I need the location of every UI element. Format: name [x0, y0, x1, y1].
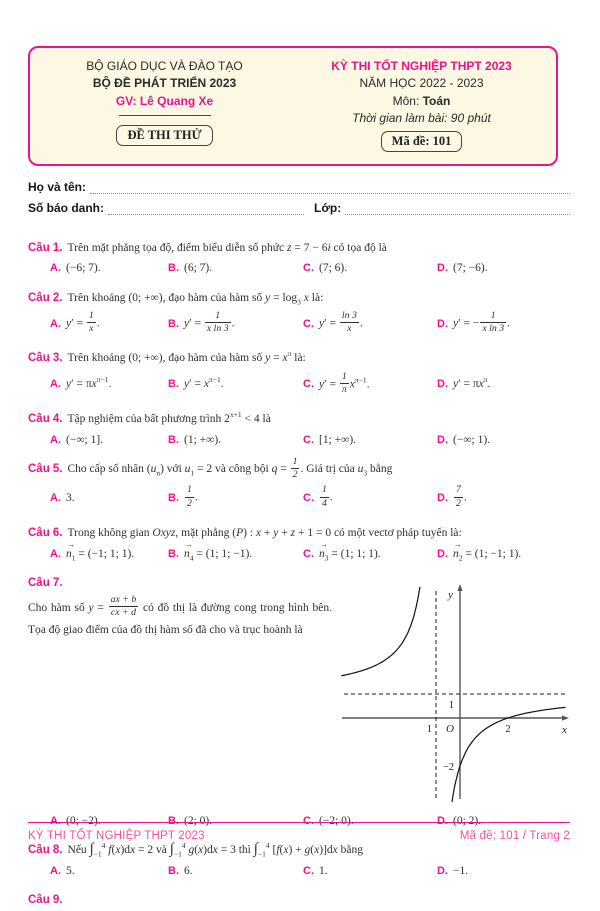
option-letter: D. — [437, 433, 448, 446]
option-content: 3. — [66, 492, 75, 505]
answer-option — [303, 432, 437, 447]
option-letter: A. — [50, 317, 61, 330]
answer-options — [28, 485, 570, 510]
curve-left-branch — [341, 587, 420, 676]
questions-list — [28, 235, 570, 911]
option-content: $\frac{1}{2}$ . — [187, 484, 198, 509]
exam-type-badge: ĐỀ THI THỬ — [116, 125, 212, 146]
question-text: Nếu $\int_{-1}^4$ f(x)dx = 2 và $\int_{-1}^4$ g(x)dx = 3 thì $\int_{-1}^4$ [f(x) + g(x)]dx bằng — [67, 841, 364, 859]
question — [28, 837, 570, 878]
exam-code-badge: Mã đề: 101 — [381, 131, 463, 152]
class-label: Lớp: — [314, 200, 342, 215]
option-content: $\frac{1}{4}$ . — [322, 484, 333, 509]
option-letter: C. — [303, 547, 314, 560]
exam-title: KỲ THI TỐT NGHIỆP THPT 2023 — [331, 59, 512, 73]
answer-option — [168, 261, 303, 276]
student-info — [28, 180, 570, 215]
answer-option — [303, 539, 437, 562]
h-asymptote-tick-label: 1 — [448, 700, 454, 712]
option-content: (−2; 0). — [319, 814, 354, 827]
question — [28, 345, 570, 397]
x-intercept-tick-label: 2 — [505, 724, 511, 736]
answer-option — [50, 539, 168, 562]
option-letter: D. — [437, 864, 448, 877]
option-content: 5. — [66, 864, 75, 877]
question — [28, 456, 570, 511]
answer-option — [437, 432, 570, 447]
option-content: (0; 2). — [453, 814, 482, 827]
option-letter: C. — [303, 262, 314, 275]
question — [28, 406, 570, 447]
answer-options — [28, 863, 570, 878]
option-letter: D. — [437, 547, 448, 560]
exam-header — [28, 46, 558, 166]
answer-option — [303, 485, 437, 510]
answer-option — [168, 311, 303, 336]
option-content: → $n_1 = (-1$; 1; 1). — [66, 539, 135, 562]
option-content: → $n_3 = (1$; 1; 1). — [319, 539, 381, 562]
school-year: NĂM HỌC 2022 - 2023 — [359, 76, 484, 91]
answer-options — [28, 372, 570, 397]
answer-option — [303, 261, 437, 276]
header-divider-line — [119, 115, 211, 116]
option-content: y′ = $\frac{\ln 3}{x}$ . — [319, 309, 363, 335]
option-content: [1; +∞). — [319, 433, 357, 446]
answer-option — [50, 261, 168, 276]
v-asymptote-tick-label: 1 — [426, 724, 432, 736]
origin-label: O — [446, 723, 454, 736]
option-content: −1. — [453, 864, 469, 877]
option-letter: C. — [303, 317, 314, 330]
option-letter: B. — [168, 262, 179, 275]
answer-option — [168, 863, 303, 878]
option-content: (−6; 7). — [66, 262, 101, 275]
answer-option — [50, 377, 168, 392]
option-content: $y' = \pi x^{\pi-1}$. — [66, 375, 112, 391]
question-number: Câu 6. — [28, 526, 63, 539]
option-letter: D. — [437, 492, 448, 505]
student-name-row — [28, 180, 570, 194]
option-content: (−∞; 1). — [453, 433, 491, 446]
option-letter: B. — [168, 547, 179, 560]
subject-label: Môn: — [392, 93, 423, 108]
option-letter: B. — [168, 864, 179, 877]
question-number: Câu 5. — [28, 463, 63, 476]
question-number: Câu 8. — [28, 844, 63, 857]
question — [28, 235, 570, 276]
option-content: (7; 6). — [319, 262, 348, 275]
option-content: 6. — [184, 864, 193, 877]
option-content: y′ = $\frac{1}{\text{x ln 3}}$ . — [184, 309, 235, 335]
option-letter: C. — [303, 378, 314, 391]
question — [28, 570, 570, 828]
answer-option — [437, 377, 570, 392]
class-fill-line — [345, 202, 570, 215]
answer-option — [437, 863, 570, 878]
question-text: Trên mặt phẳng tọa độ, điểm biểu diễn số phức z = 7 − 6i có tọa độ là — [67, 241, 387, 254]
question-text: Trên khoảng (0; +∞), đạo hàm của hàm số $y = x^\pi$ là: — [67, 349, 306, 365]
answer-option — [50, 491, 168, 506]
exam-series: BỘ ĐỀ PHÁT TRIỂN 2023 — [92, 76, 237, 91]
answer-options — [28, 432, 570, 447]
question-text: Tập nghiệm của bất phương trình $2^{x+1} < 4$ là — [67, 410, 271, 426]
option-content: y′ = − $\frac{1}{\text{x ln 3}}$ . — [453, 309, 510, 335]
option-content: 1. — [319, 864, 328, 877]
option-letter: A. — [50, 262, 61, 275]
y-axis-arrow — [457, 584, 462, 591]
answer-option — [437, 261, 570, 276]
question — [28, 520, 570, 561]
option-letter: A. — [50, 492, 61, 505]
answer-option — [168, 485, 303, 510]
footer-exam-title: KỲ THI TỐT NGHIỆP THPT 2023 — [28, 830, 205, 842]
question-number: Câu 9. — [28, 894, 63, 907]
ministry-name: BỘ GIÁO DỤC VÀ ĐÀO TẠO — [86, 59, 243, 73]
teacher-name: GV: Lê Quang Xe — [115, 93, 214, 108]
subject-line — [293, 93, 550, 110]
curve-right-branch — [452, 707, 566, 802]
question-number: Câu 4. — [28, 413, 63, 426]
option-content: $\frac{7}{2}$ . — [456, 484, 467, 509]
function-graph — [340, 581, 570, 805]
option-letter: C. — [303, 814, 314, 827]
question-number: Câu 7. — [28, 577, 63, 589]
question-text: Trên khoảng (0; +∞), đạo hàm của hàm số $y = \log_3 x$ là: — [67, 291, 324, 307]
option-letter: B. — [168, 492, 179, 505]
name-label: Họ và tên: — [28, 179, 87, 194]
option-letter: D. — [437, 378, 448, 391]
option-letter: B. — [168, 814, 179, 827]
option-letter: A. — [50, 378, 61, 391]
answer-option — [168, 432, 303, 447]
answer-option — [303, 311, 437, 336]
option-content: (−∞; 1]. — [66, 433, 104, 446]
answer-option — [437, 311, 570, 336]
question-number: Câu 3. — [28, 352, 63, 365]
option-letter: A. — [50, 433, 61, 446]
answer-option — [168, 377, 303, 392]
option-letter: C. — [303, 433, 314, 446]
question-number: Câu 2. — [28, 291, 63, 304]
answer-option — [168, 539, 303, 562]
duration-line: Thời gian làm bài: 90 phút — [352, 111, 491, 126]
question — [28, 285, 570, 337]
id-fill-line — [108, 202, 304, 215]
question-text: Cho hàm số y = $\frac{ax + b}{cx + d}$ có đồ thị là đường cong trong hình bên. Tọa độ giao điểm của đồ thị hàm số đã cho và trục hoành là — [28, 594, 332, 636]
question-text: Cho cấp số nhân $(u_n)$ với $u_1 = 2$ và công bội q = $\frac{1}{2}$ . Giá trị của $u_3$ bằng — [67, 455, 393, 481]
option-letter: A. — [50, 814, 61, 827]
option-letter: B. — [168, 378, 179, 391]
id-label: Số báo danh: — [28, 200, 104, 215]
answer-option — [303, 372, 437, 397]
option-letter: A. — [50, 547, 61, 560]
y-intercept-tick-label: −2 — [442, 762, 454, 774]
header-right-column — [293, 58, 550, 152]
answer-option — [437, 485, 570, 510]
option-letter: D. — [437, 317, 448, 330]
option-content: → $n_2 = (1$; −1; 1). — [453, 539, 522, 562]
footer-page-code: Mã đề: 101 / Trang 2 — [459, 830, 570, 842]
option-content: y′ = $\frac{1}{x}$ . — [66, 309, 100, 335]
option-letter: C. — [303, 492, 314, 505]
student-id-row — [28, 201, 570, 215]
option-letter: D. — [437, 814, 448, 827]
answer-options — [28, 311, 570, 336]
answer-option — [50, 863, 168, 878]
question-text: Trong không gian Oxyz, mặt phẳng (P) : x + y + z + 1 = 0 có một vectơ pháp tuyến là: — [67, 526, 462, 539]
answer-option — [50, 311, 168, 336]
option-content: (1; +∞). — [184, 433, 222, 446]
name-fill-line — [90, 181, 570, 194]
answer-option — [437, 539, 570, 562]
option-content: y′ = $\frac{1}{\pi}$ $x^{\pi-1}$. — [319, 370, 370, 395]
option-content: (2; 0). — [184, 814, 213, 827]
y-axis-label: y — [448, 589, 453, 602]
x-axis-arrow — [562, 716, 569, 721]
option-letter: D. — [437, 262, 448, 275]
answer-option — [303, 863, 437, 878]
answer-options — [28, 539, 570, 562]
answer-option — [50, 432, 168, 447]
option-letter: B. — [168, 433, 179, 446]
header-left-column — [36, 58, 293, 152]
option-letter: C. — [303, 864, 314, 877]
option-content: (7; −6). — [453, 262, 488, 275]
option-content: (6; 7). — [184, 262, 213, 275]
option-letter: B. — [168, 317, 179, 330]
option-content: (0; −2). — [66, 814, 101, 827]
option-content: $y' = x^{\pi-1}$. — [184, 375, 224, 391]
answer-options — [28, 261, 570, 276]
option-content: $y' = \pi x^\pi$. — [453, 375, 491, 391]
page-footer — [28, 822, 570, 842]
q7-graph-figure — [340, 581, 570, 810]
question — [28, 887, 570, 910]
question-number: Câu 1. — [28, 241, 63, 254]
option-letter: A. — [50, 864, 61, 877]
option-content: → $n_4 = (1$; 1; −1). — [184, 539, 253, 562]
x-axis-label: x — [562, 724, 567, 737]
subject-value: Toán — [422, 93, 451, 108]
